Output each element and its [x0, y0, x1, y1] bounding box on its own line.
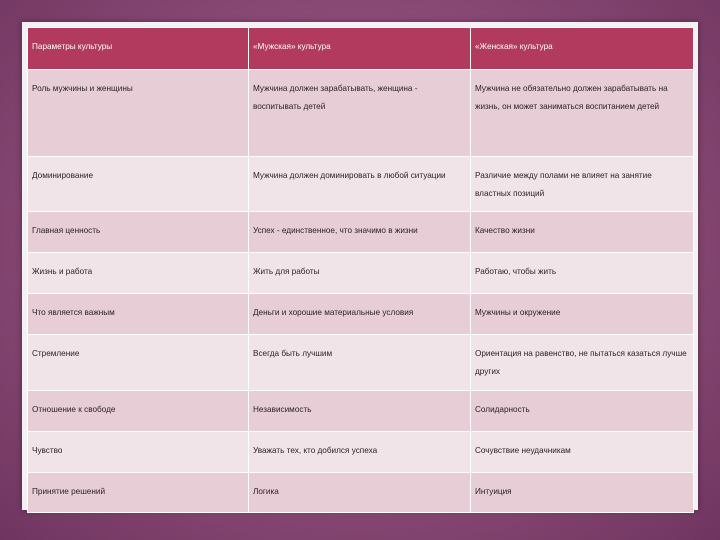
table-cell: Доминирование [28, 157, 249, 212]
table-cell: Мужчина должен зарабатывать, женщина - воспитывать детей [249, 70, 471, 157]
table-cell: Что является важным [28, 294, 249, 335]
table-cell: Чувство [28, 432, 249, 473]
table-cell: Сочувствие неудачникам [471, 432, 694, 473]
header-feminine: «Женская» культура [471, 28, 694, 70]
table-header-row [28, 28, 694, 70]
table-cell: Жить для работы [249, 253, 471, 294]
table-cell: Солидарность [471, 391, 694, 432]
culture-comparison-table [27, 27, 694, 513]
table-cell: Уважать тех, кто добился успеха [249, 432, 471, 473]
table-row [28, 432, 694, 473]
table-cell: Мужчины и окружение [471, 294, 694, 335]
table-cell: Независимость [249, 391, 471, 432]
table-cell: Жизнь и работа [28, 253, 249, 294]
table-cell: Роль мужчины и женщины [28, 70, 249, 157]
table-cell: Работаю, чтобы жить [471, 253, 694, 294]
table-cell: Логика [249, 473, 471, 513]
table-cell: Ориентация на равенство, не пытаться казаться лучше других [471, 335, 694, 391]
table-row [28, 157, 694, 212]
header-parameters: Параметры культуры [28, 28, 249, 70]
table-row [28, 294, 694, 335]
header-masculine: «Мужская» культура [249, 28, 471, 70]
table-cell: Мужчина должен доминировать в любой ситуации [249, 157, 471, 212]
table-cell: Качество жизни [471, 212, 694, 253]
table-cell: Различие между полами не влияет на занятие властных позиций [471, 157, 694, 212]
table-row [28, 253, 694, 294]
table-row [28, 212, 694, 253]
table-row [28, 473, 694, 513]
table-cell: Интуиция [471, 473, 694, 513]
table-cell: Мужчина не обязательно должен зарабатывать на жизнь, он может заниматься воспитанием детей [471, 70, 694, 157]
table-row [28, 391, 694, 432]
table-cell: Принятие решений [28, 473, 249, 513]
table-row [28, 335, 694, 391]
table-cell: Деньги и хорошие материальные условия [249, 294, 471, 335]
table-cell: Всегда быть лучшим [249, 335, 471, 391]
table-row [28, 70, 694, 157]
table-cell: Стремление [28, 335, 249, 391]
table-cell: Главная ценность [28, 212, 249, 253]
table-cell: Успех - единственное, что значимо в жизни [249, 212, 471, 253]
table-cell: Отношение к свободе [28, 391, 249, 432]
